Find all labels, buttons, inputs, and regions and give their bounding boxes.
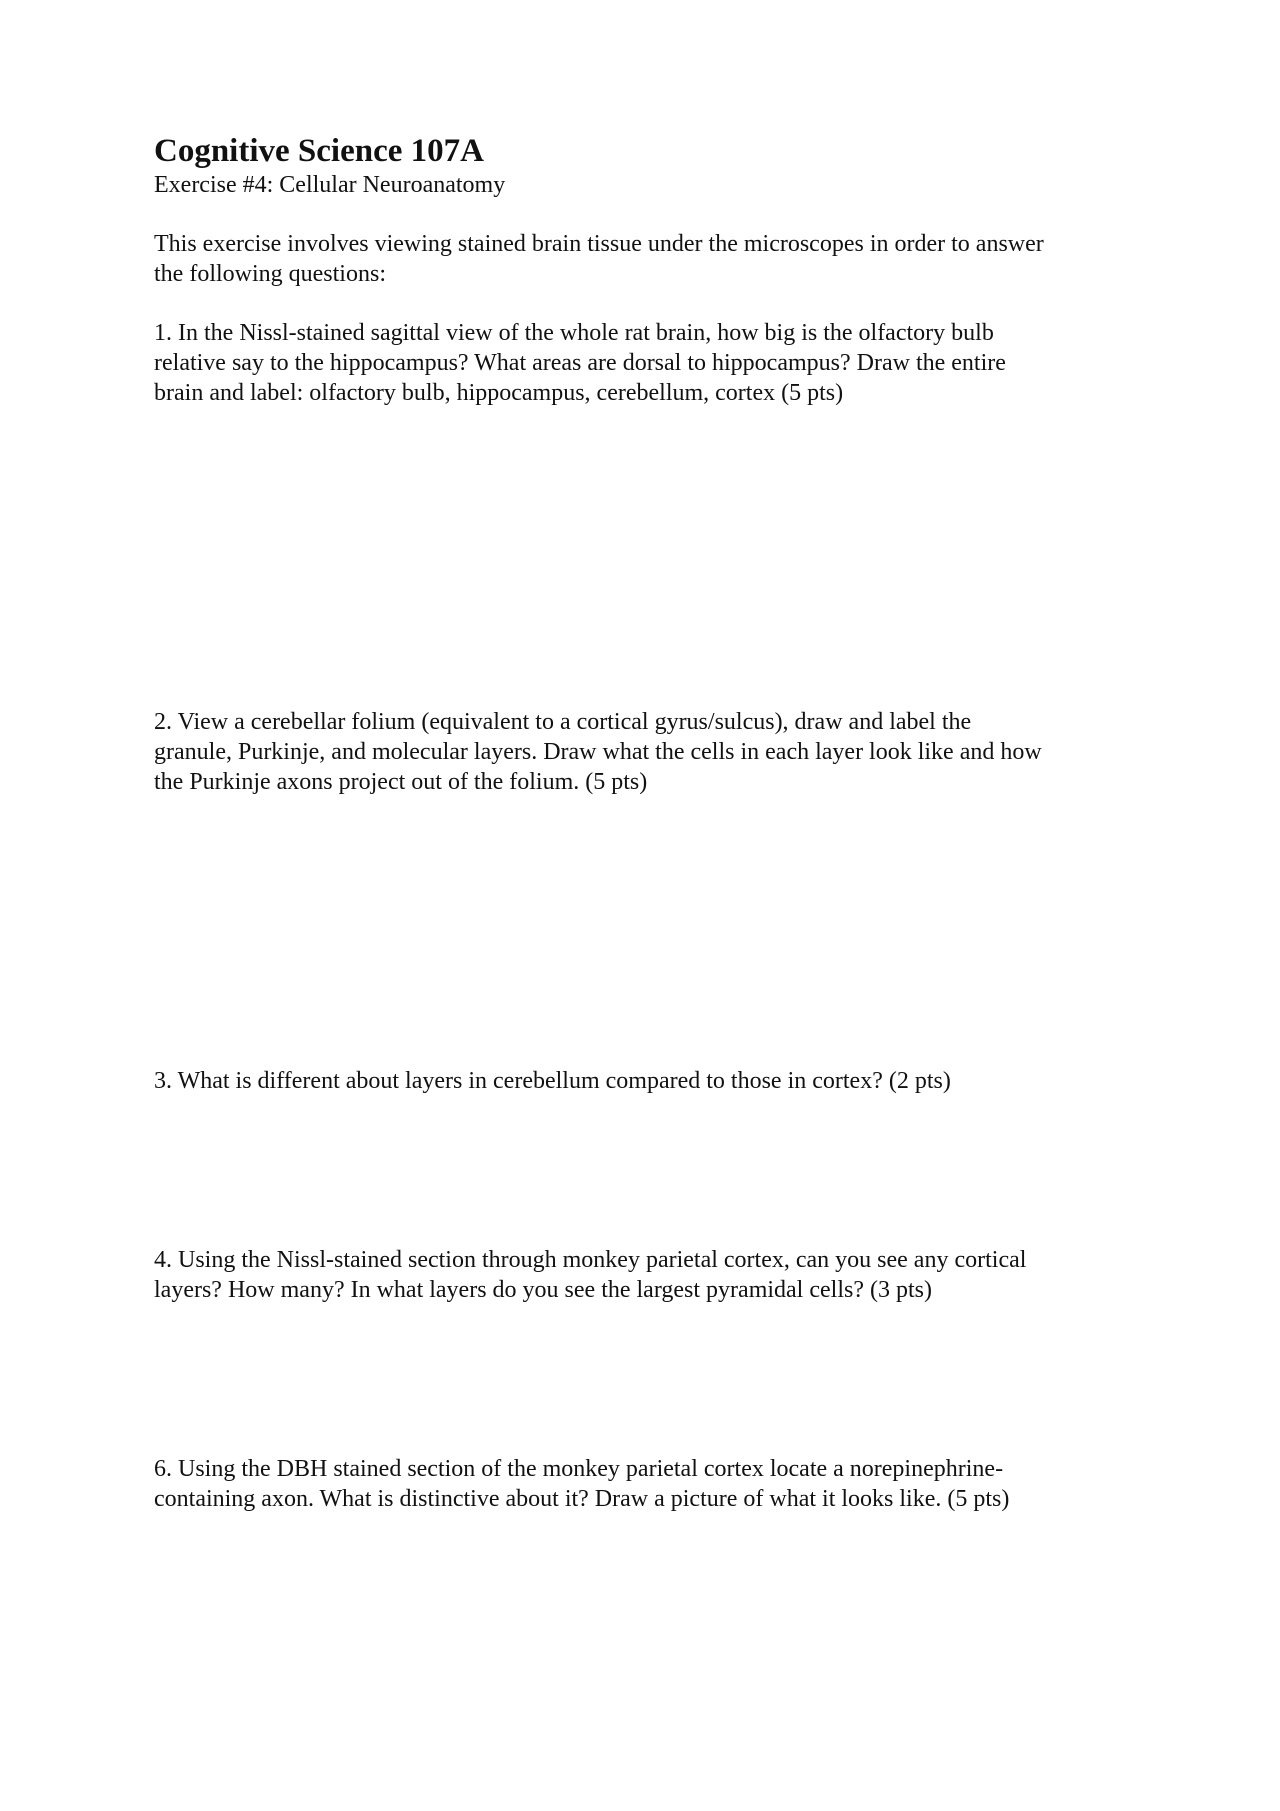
question-line: 3. What is different about layers in cerebellum compared to those in cortex? (2 pts) <box>154 1068 951 1094</box>
question-2 <box>154 707 1154 797</box>
question-line: layers? How many? In what layers do you see the largest pyramidal cells? (3 pts) <box>154 1277 932 1303</box>
question-line: granule, Purkinje, and molecular layers. Draw what the cells in each layer look like and how <box>154 739 1042 765</box>
question-line: 2. View a cerebellar folium (equivalent to a cortical gyrus/sulcus), draw and label the <box>154 709 972 735</box>
question-line: the Purkinje axons project out of the folium. (5 pts) <box>154 769 648 795</box>
intro-line: the following questions: <box>154 261 386 287</box>
question-1 <box>154 318 1154 408</box>
question-3 <box>154 1066 1154 1096</box>
question-line: 4. Using the Nissl-stained section through monkey parietal cortex, can you see any cortical <box>154 1247 1027 1273</box>
question-line: 1. In the Nissl-stained sagittal view of the whole rat brain, how big is the olfactory bulb <box>154 320 994 346</box>
question-line: 6. Using the DBH stained section of the monkey parietal cortex locate a norepinephrine- <box>154 1456 1004 1482</box>
question-line: brain and label: olfactory bulb, hippocampus, cerebellum, cortex (5 pts) <box>154 380 844 406</box>
question-6 <box>154 1454 1154 1514</box>
intro-paragraph <box>154 229 1154 289</box>
question-line: relative say to the hippocampus? What areas are dorsal to hippocampus? Draw the entire <box>154 350 1006 376</box>
document-title: Cognitive Science 107A <box>154 133 484 169</box>
question-line: containing axon. What is distinctive about it? Draw a picture of what it looks like. (5 pts) <box>154 1486 1010 1512</box>
document-subtitle: Exercise #4: Cellular Neuroanatomy <box>154 172 506 198</box>
intro-line: This exercise involves viewing stained brain tissue under the microscopes in order to answer <box>154 231 1044 257</box>
question-4 <box>154 1245 1154 1305</box>
